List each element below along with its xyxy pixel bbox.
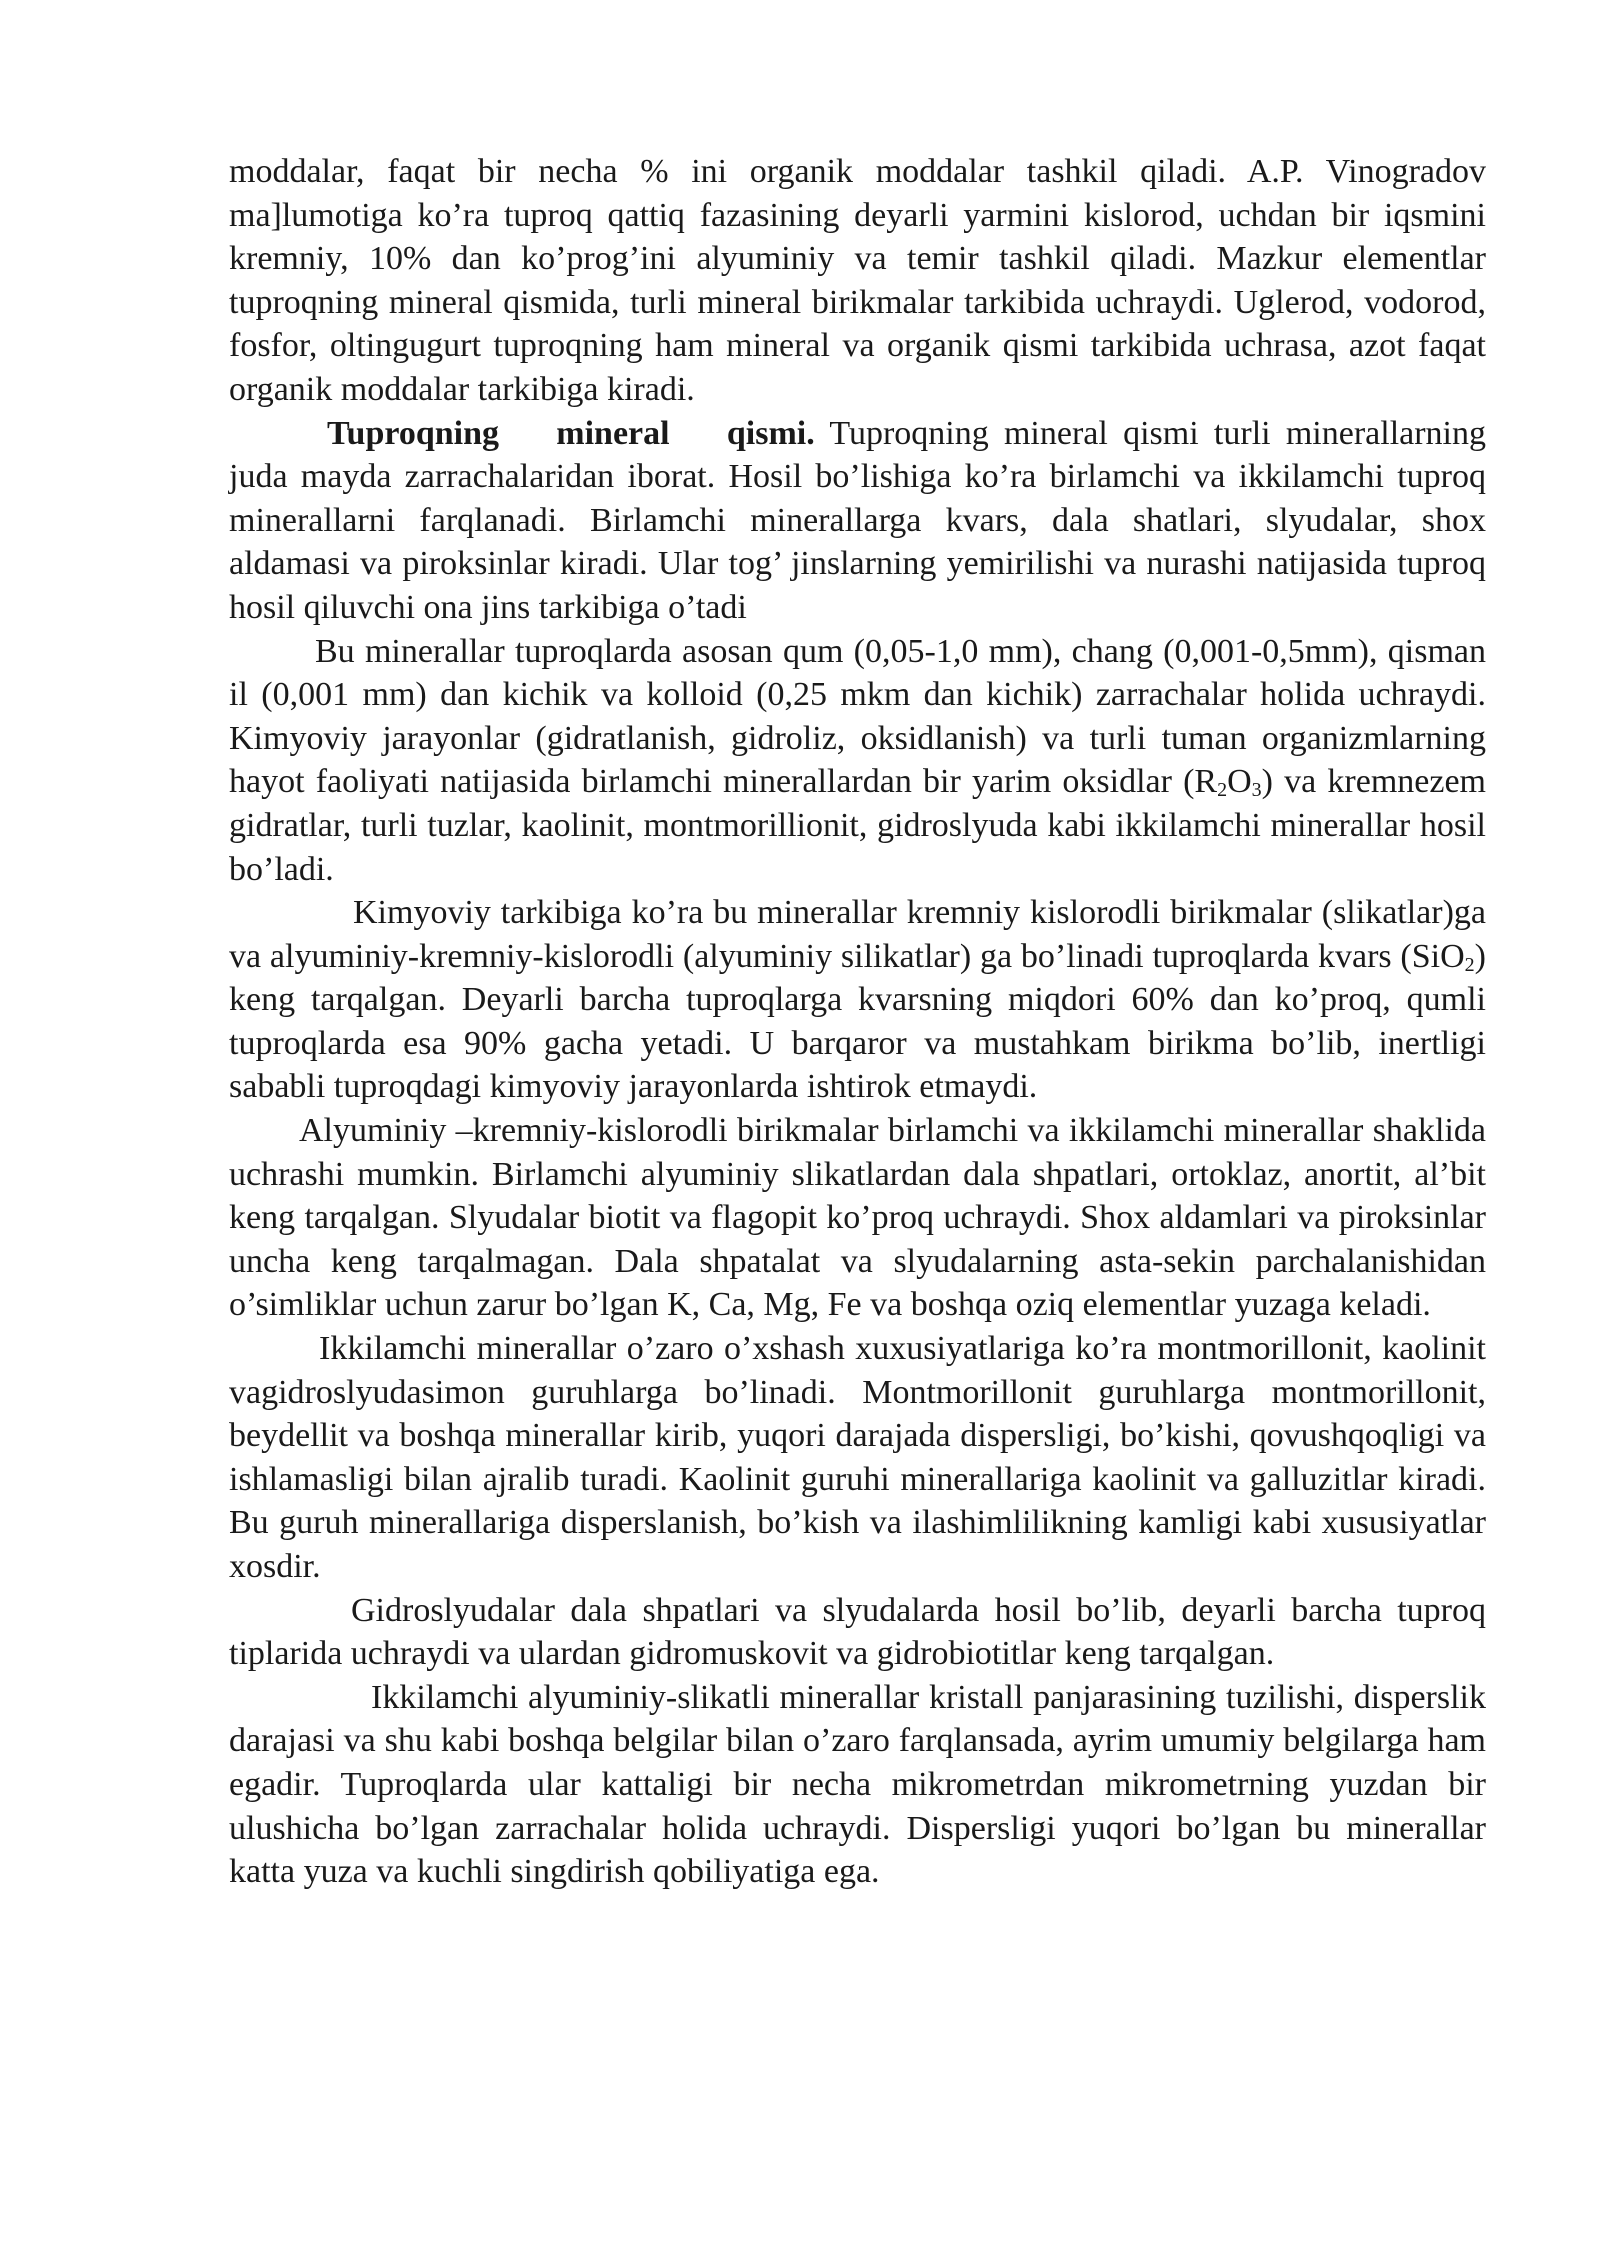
section-heading: Tuproqning mineral qismi.	[327, 414, 815, 452]
paragraph-particle-sizes-text-a: Bu minerallar tuproqlarda asosan qum (0,05-1,0 mm), chang (0,001-0,5mm), qisman il (0,001 mm) dan kichik va kolloid (0,25 mkm dan kichik) zarrachalar holida uchraydi. Kimyoviy jarayonlar (gidratlanish, gidroliz, oksidlanish) va turli tuman organizmlarning hayot faoliyati natijasida birlamchi minerallardan bir yarim oksidlar (R	[229, 632, 1486, 801]
document-page	[229, 150, 1486, 1894]
paragraph-hydromicas	[229, 1589, 1486, 1676]
paragraph-particle-sizes	[229, 630, 1486, 892]
paragraph-aluminosilicates	[229, 1109, 1486, 1327]
paragraph-particle-sizes-text-c: ) va kremnezem gidratlar, turli tuzlar, kaolinit, montmorillionit, gidroslyuda kabi ikkilamchi minerallar hosil bo’ladi.	[229, 763, 1486, 888]
paragraph-mineral-part-text: Tuproqning mineral qismi turli minerallarning juda mayda zarrachalaridan iborat. Hosil bo’lishiga ko’ra birlamchi va ikkilamchi tuproq minerallarni farqlanadi. Birlamchi minerallarga kvars, dala shatlari, slyudalar, shox aldamasi va piroksinlar kiradi. Ular tog’ jinslarning yemirilishi va nurashi natijasida tuproq hosil qiluvchi ona jins tarkibiga o’tadi	[229, 414, 1486, 626]
paragraph-chemical-composition	[229, 891, 1486, 1109]
paragraph-aluminosilicates-text: Alyuminiy –kremniy-kislorodli birikmalar birlamchi va ikkilamchi minerallar shaklida uchrashi mumkin. Birlamchi alyuminiy slikatlardan dala shpatlari, ortoklaz, anortit, al’bit keng tarqalgan. Slyudalar biotit va flagopit ko’proq uchraydi. Shox aldamlari va piroksinlar uncha keng tarqalmagan. Dala shpatalat va slyudalarning asta-sekin parchalanishidan o’simliklar uchun zarur bo’lgan K, Ca, Mg, Fe va boshqa oziq elementlar yuzaga keladi.	[229, 1112, 1486, 1324]
subscript-2: 2	[1217, 779, 1228, 802]
paragraph-secondary-minerals	[229, 1327, 1486, 1589]
paragraph-secondary-minerals-text: Ikkilamchi minerallar o’zaro o’xshash xuxusiyatlariga ko’ra montmorillonit, kaolinit vagidroslyudasimon guruhlarga bo’linadi. Montmorillonit guruhlarga montmorillonit, beydellit va boshqa minerallar kirib, yuqori darajada dispersligi, bo’kishi, qovushqoqligi va ishlamasligi bilan ajralib turadi. Kaolinit guruhi minerallariga kaolinit va galluzitlar kiradi. Bu guruh minerallariga disperslanish, bo’kish va ilashimlilikning kamligi kabi xususiyatlar xosdir.	[229, 1330, 1486, 1585]
subscript-3: 3	[1251, 779, 1262, 802]
paragraph-intro	[229, 150, 1486, 412]
paragraph-hydromicas-text: Gidroslyudalar dala shpatlari va slyudalarda hosil bo’lib, deyarli barcha tuproq tiplarida uchraydi va ulardan gidromuskovit va gidrobiotitlar keng tarqalgan.	[229, 1591, 1486, 1673]
paragraph-chemical-composition-text-b: ) keng tarqalgan. Deyarli barcha tuproqlarga kvarsning miqdori 60% dan ko’proq, qumli tuproqlarda esa 90% gacha yetadi. U barqaror va mustahkam birikma bo’lib, inertligi sababli tuproqdagi kimyoviy jarayonlarda ishtirok etmaydi.	[229, 937, 1486, 1106]
paragraph-chemical-composition-text-a: Kimyoviy tarkibiga ko’ra bu minerallar kremniy kislorodli birikmalar (slikatlar)ga va alyuminiy-kremniy-kislorodli (alyuminiy silikatlar) ga bo’linadi tuproqlarda kvars (SiO	[229, 894, 1486, 975]
subscript-2: 2	[1464, 953, 1475, 976]
paragraph-intro-text: moddalar, faqat bir necha % ini organik moddalar tashkil qiladi. A.P. Vinogradov ma]lumotiga ko’ra tuproq qattiq fazasining deyarli yarmini kislorod, uchdan bir iqsmini kremniy, 10% dan ko’prog’ini alyuminiy va temir tashkil qiladi. Mazkur elementlar tuproqning mineral qismida, turli mineral birikmalar tarkibida uchraydi. Uglerod, vodorod, fosfor, oltingugurt tuproqning ham mineral va organik qismi tarkibida uchrasa, azot faqat organik moddalar tarkibiga kiradi.	[229, 153, 1486, 408]
paragraph-secondary-aluminosilicates-text: Ikkilamchi alyuminiy-slikatli minerallar kristall panjarasining tuzilishi, disperslik darajasi va shu kabi boshqa belgilar bilan o’zaro farqlansada, ayrim umumiy belgilarga ham egadir. Tuproqlarda ular kattaligi bir necha mikrometrdan mikrometrning yuzdan bir ulushicha bo’lgan zarrachalar holida uchraydi. Dispersligi yuqori bo’lgan bu minerallar katta yuza va kuchli singdirish qobiliyatiga ega.	[229, 1678, 1486, 1891]
paragraph-mineral-part	[229, 412, 1486, 630]
paragraph-particle-sizes-text-b: O	[1227, 763, 1252, 801]
paragraph-secondary-aluminosilicates	[229, 1676, 1486, 1894]
